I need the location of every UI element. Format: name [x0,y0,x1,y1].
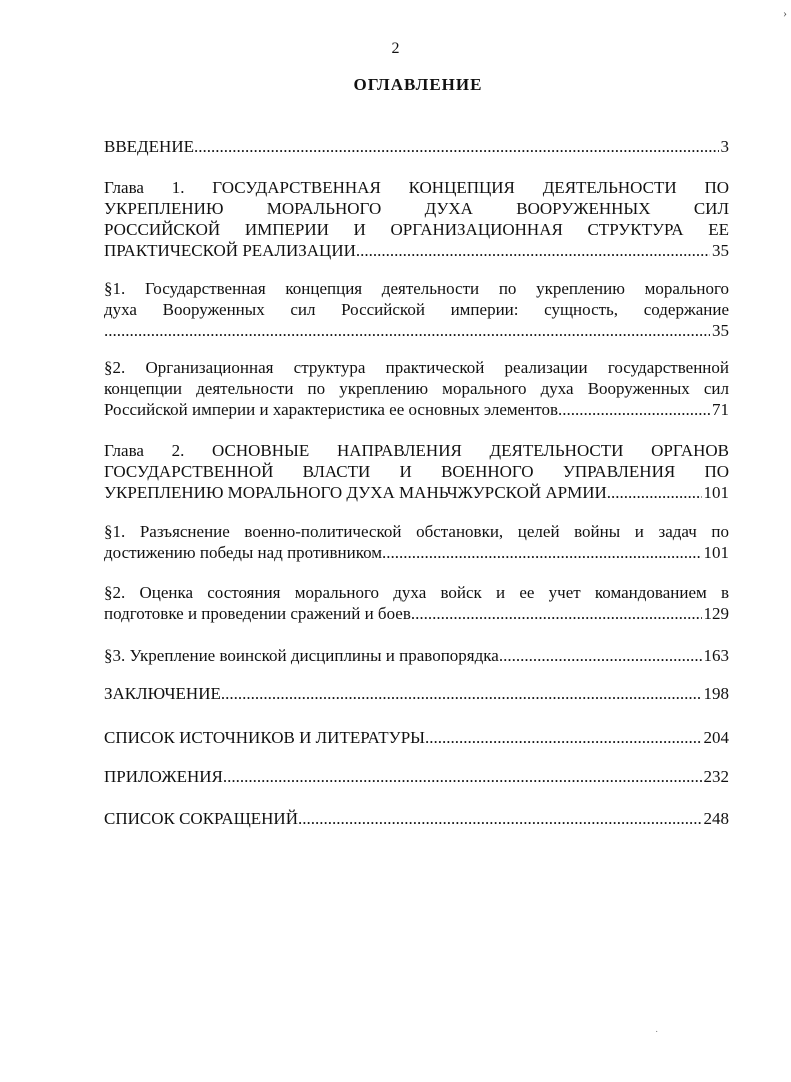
toc-entry-text: СПИСОК СОКРАЩЕНИЙ [104,809,298,828]
toc-entry-line: §1. Государственная концепция деятельности по укреплению морального [104,279,729,298]
toc-entry[interactable] [104,727,729,748]
toc-entry-line: Глава 2. ОСНОВНЫЕ НАПРАВЛЕНИЯ ДЕЯТЕЛЬНОСТИ ОРГАНОВ [104,441,729,460]
toc-entry-line: ГОСУДАРСТВЕННОЙ ВЛАСТИ И ВОЕННОГО УПРАВЛЕНИЯ ПО [104,462,729,481]
toc-entry-line: §2. Оценка состояния морального духа войск и ее учет командованием в [104,583,729,602]
page-number: 2 [391,40,400,57]
toc-entry-text: достижению победы над противником [104,543,383,562]
toc-entry[interactable] [104,357,729,420]
toc-entry-page: 129 [703,604,729,623]
dot-leader [356,240,710,261]
corner-mark: › [783,6,787,20]
toc-entry[interactable] [104,808,729,829]
toc-entry-text: подготовке и проведении сражений и боев [104,604,411,623]
toc-entry[interactable] [104,521,729,563]
toc-entry-text: Российской империи и характеристика ее основных элементов [104,400,559,419]
toc-entry[interactable] [104,136,729,157]
toc-entry-line: РОССИЙСКОЙ ИМПЕРИИ И ОРГАНИЗАЦИОННАЯ СТРУКТУРА ЕЕ [104,220,729,239]
dot-leader [221,683,702,704]
dot-leader [104,320,710,341]
toc-entry-line: духа Вооруженных сил Российской империи: сущность, содержание [104,300,729,319]
toc-entry-last-line [104,727,729,748]
toc-entry-text: ЗАКЛЮЧЕНИЕ [104,684,221,703]
toc-entry-line: концепции деятельности по укреплению морального духа Вооруженных сил [104,379,729,398]
toc-entry-last-line [104,808,729,829]
dot-leader [298,808,702,829]
toc-entry[interactable] [104,645,729,666]
toc-entry-line: §2. Организационная структура практической реализации государственной [104,358,729,377]
toc-entry[interactable] [104,440,729,503]
toc-entry-line: §1. Разъяснение военно-политической обстановки, целей войны и задач по [104,522,729,541]
toc-entry-text: СПИСОК ИСТОЧНИКОВ И ЛИТЕРАТУРЫ [104,728,425,747]
toc-entry-last-line [104,766,729,787]
toc-entry-last-line [104,482,729,503]
toc-entry-text: §3. Укрепление воинской дисциплины и правопорядка [104,646,499,665]
toc-entry-text: ПРАКТИЧЕСКОЙ РЕАЛИЗАЦИИ [104,241,356,260]
toc-entry[interactable] [104,177,729,261]
toc-entry-last-line [104,240,729,261]
toc-entry-page: 35 [712,241,729,260]
toc-entry-page: 248 [703,809,729,828]
toc-entry[interactable] [104,766,729,787]
bottom-mark: ˙ [655,1030,659,1041]
dot-leader [558,399,710,420]
toc-entry-page: 204 [703,728,729,747]
toc-entry-last-line [104,542,729,563]
dot-leader [411,603,702,624]
toc-entry-last-line [104,603,729,624]
toc-entry-page: 35 [712,321,729,340]
toc-entry-page: 232 [703,767,729,786]
dot-leader [499,645,702,666]
dot-leader [194,136,719,157]
toc-entry-line: УКРЕПЛЕНИЮ МОРАЛЬНОГО ДУХА ВООРУЖЕННЫХ СИЛ [104,199,729,218]
toc-entry-page: 101 [703,483,729,502]
toc-entry-text: УКРЕПЛЕНИЮ МОРАЛЬНОГО ДУХА МАНЬЧЖУРСКОЙ АРМИИ [104,483,607,502]
toc-entry[interactable] [104,582,729,624]
toc-entry-text: ПРИЛОЖЕНИЯ [104,767,223,786]
toc-entry-last-line [104,645,729,666]
toc-entry-last-line [104,320,729,341]
dot-leader [425,727,702,748]
toc-entry-page: 3 [720,137,729,156]
dot-leader [223,766,702,787]
toc-entry[interactable] [104,683,729,704]
dot-leader [607,482,702,503]
toc-entry[interactable] [104,278,729,341]
toc-entry-page: 71 [712,400,729,419]
dot-leader [382,542,701,563]
toc-entry-page: 163 [703,646,729,665]
toc-entry-last-line [104,399,729,420]
toc-entry-line: Глава 1. ГОСУДАРСТВЕННАЯ КОНЦЕПЦИЯ ДЕЯТЕЛЬНОСТИ ПО [104,178,729,197]
toc-entry-last-line [104,683,729,704]
toc-entry-last-line [104,136,729,157]
toc-entry-page: 101 [703,543,729,562]
toc-entry-page: 198 [703,684,729,703]
toc-entry-text: ВВЕДЕНИЕ [104,137,194,156]
page-title: ОГЛАВЛЕНИЕ [353,75,483,94]
